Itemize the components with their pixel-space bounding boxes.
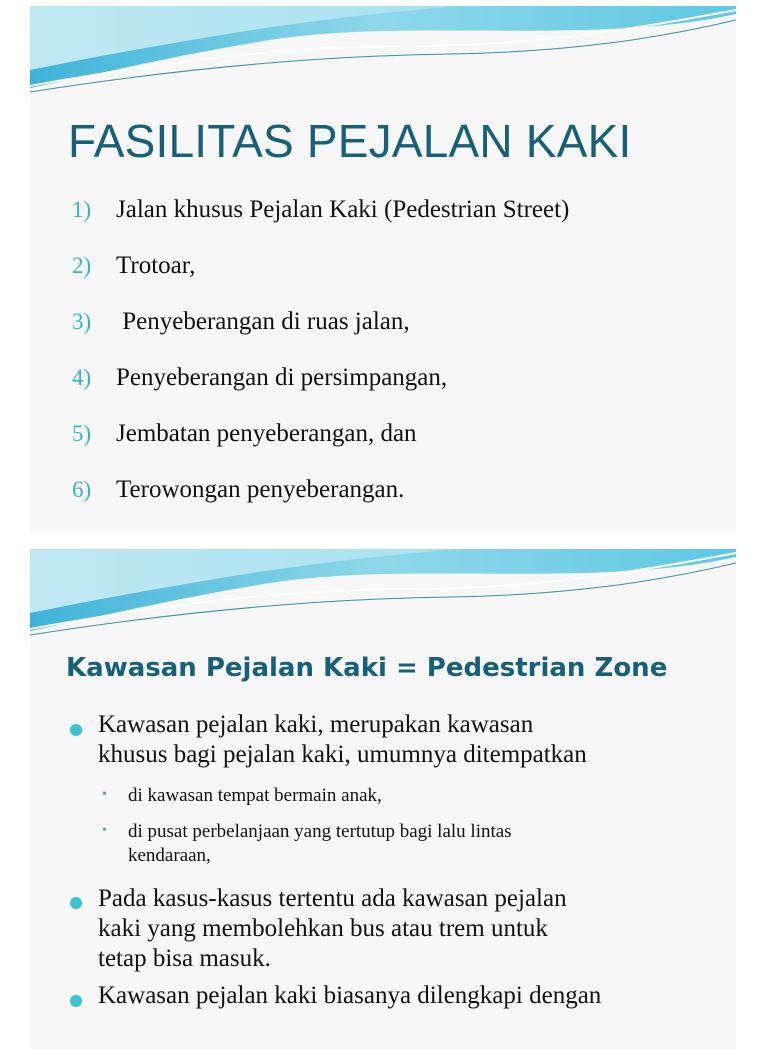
list-item-number: 1) (72, 197, 92, 222)
list-item (72, 476, 404, 504)
list-item-number: 2) (72, 253, 92, 278)
list-item-number: 3) (72, 309, 92, 334)
list-item-text: Trotoar, (116, 252, 196, 279)
bullet-icon (70, 897, 82, 909)
slide-title: FASILITAS PEJALAN KAKI (68, 115, 632, 167)
list-item-text: Jembatan penyeberangan, dan (116, 420, 417, 447)
sub-bullet-text-line: di pusat perbelanjaan yang tertutup bagi lalu lintas (128, 821, 512, 842)
list-item (72, 252, 195, 280)
bullet-text-line: Pada kasus-kasus tertentu ada kawasan pejalan (98, 885, 567, 912)
list-item (72, 364, 447, 392)
bullet-text-line: tetap bisa masuk. (98, 945, 271, 972)
bullet-text-line: Kawasan pejalan kaki biasanya dilengkapi dengan (98, 982, 602, 1009)
bullet-text-line: kaki yang membolehkan bus atau trem untuk (98, 915, 548, 942)
list-item-text: Penyeberangan di persimpangan, (116, 364, 448, 391)
list-item-number: 4) (72, 365, 92, 390)
sub-bullet-icon: • (102, 787, 107, 802)
slide-2 (30, 549, 736, 1049)
list-item-text: Jalan khusus Pejalan Kaki (Pedestrian Street) (116, 196, 570, 223)
list-item-number: 5) (72, 421, 92, 446)
list-item-number: 6) (72, 477, 92, 502)
bullet-icon (70, 724, 82, 736)
slide-title: Kawasan Pejalan Kaki = Pedestrian Zone (66, 653, 668, 683)
list-item (72, 308, 410, 336)
list-item (72, 196, 569, 224)
list-item-text: Terowongan penyeberangan. (116, 476, 405, 503)
bullet-text-line: khusus bagi pejalan kaki, umumnya ditempatkan (98, 741, 587, 768)
bullet-icon (70, 995, 82, 1007)
list-item-text: Penyeberangan di ruas jalan, (116, 308, 410, 335)
list-item (72, 420, 417, 448)
wave-header-decoration (30, 6, 736, 96)
sub-bullet-text-line: kendaraan, (128, 845, 211, 866)
sub-bullet-icon: • (102, 823, 107, 838)
slide-1 (30, 6, 736, 534)
sub-bullet-text-line: di kawasan tempat bermain anak, (128, 785, 382, 806)
bullet-text-line: Kawasan pejalan kaki, merupakan kawasan (98, 711, 534, 738)
wave-header-decoration (30, 549, 736, 639)
